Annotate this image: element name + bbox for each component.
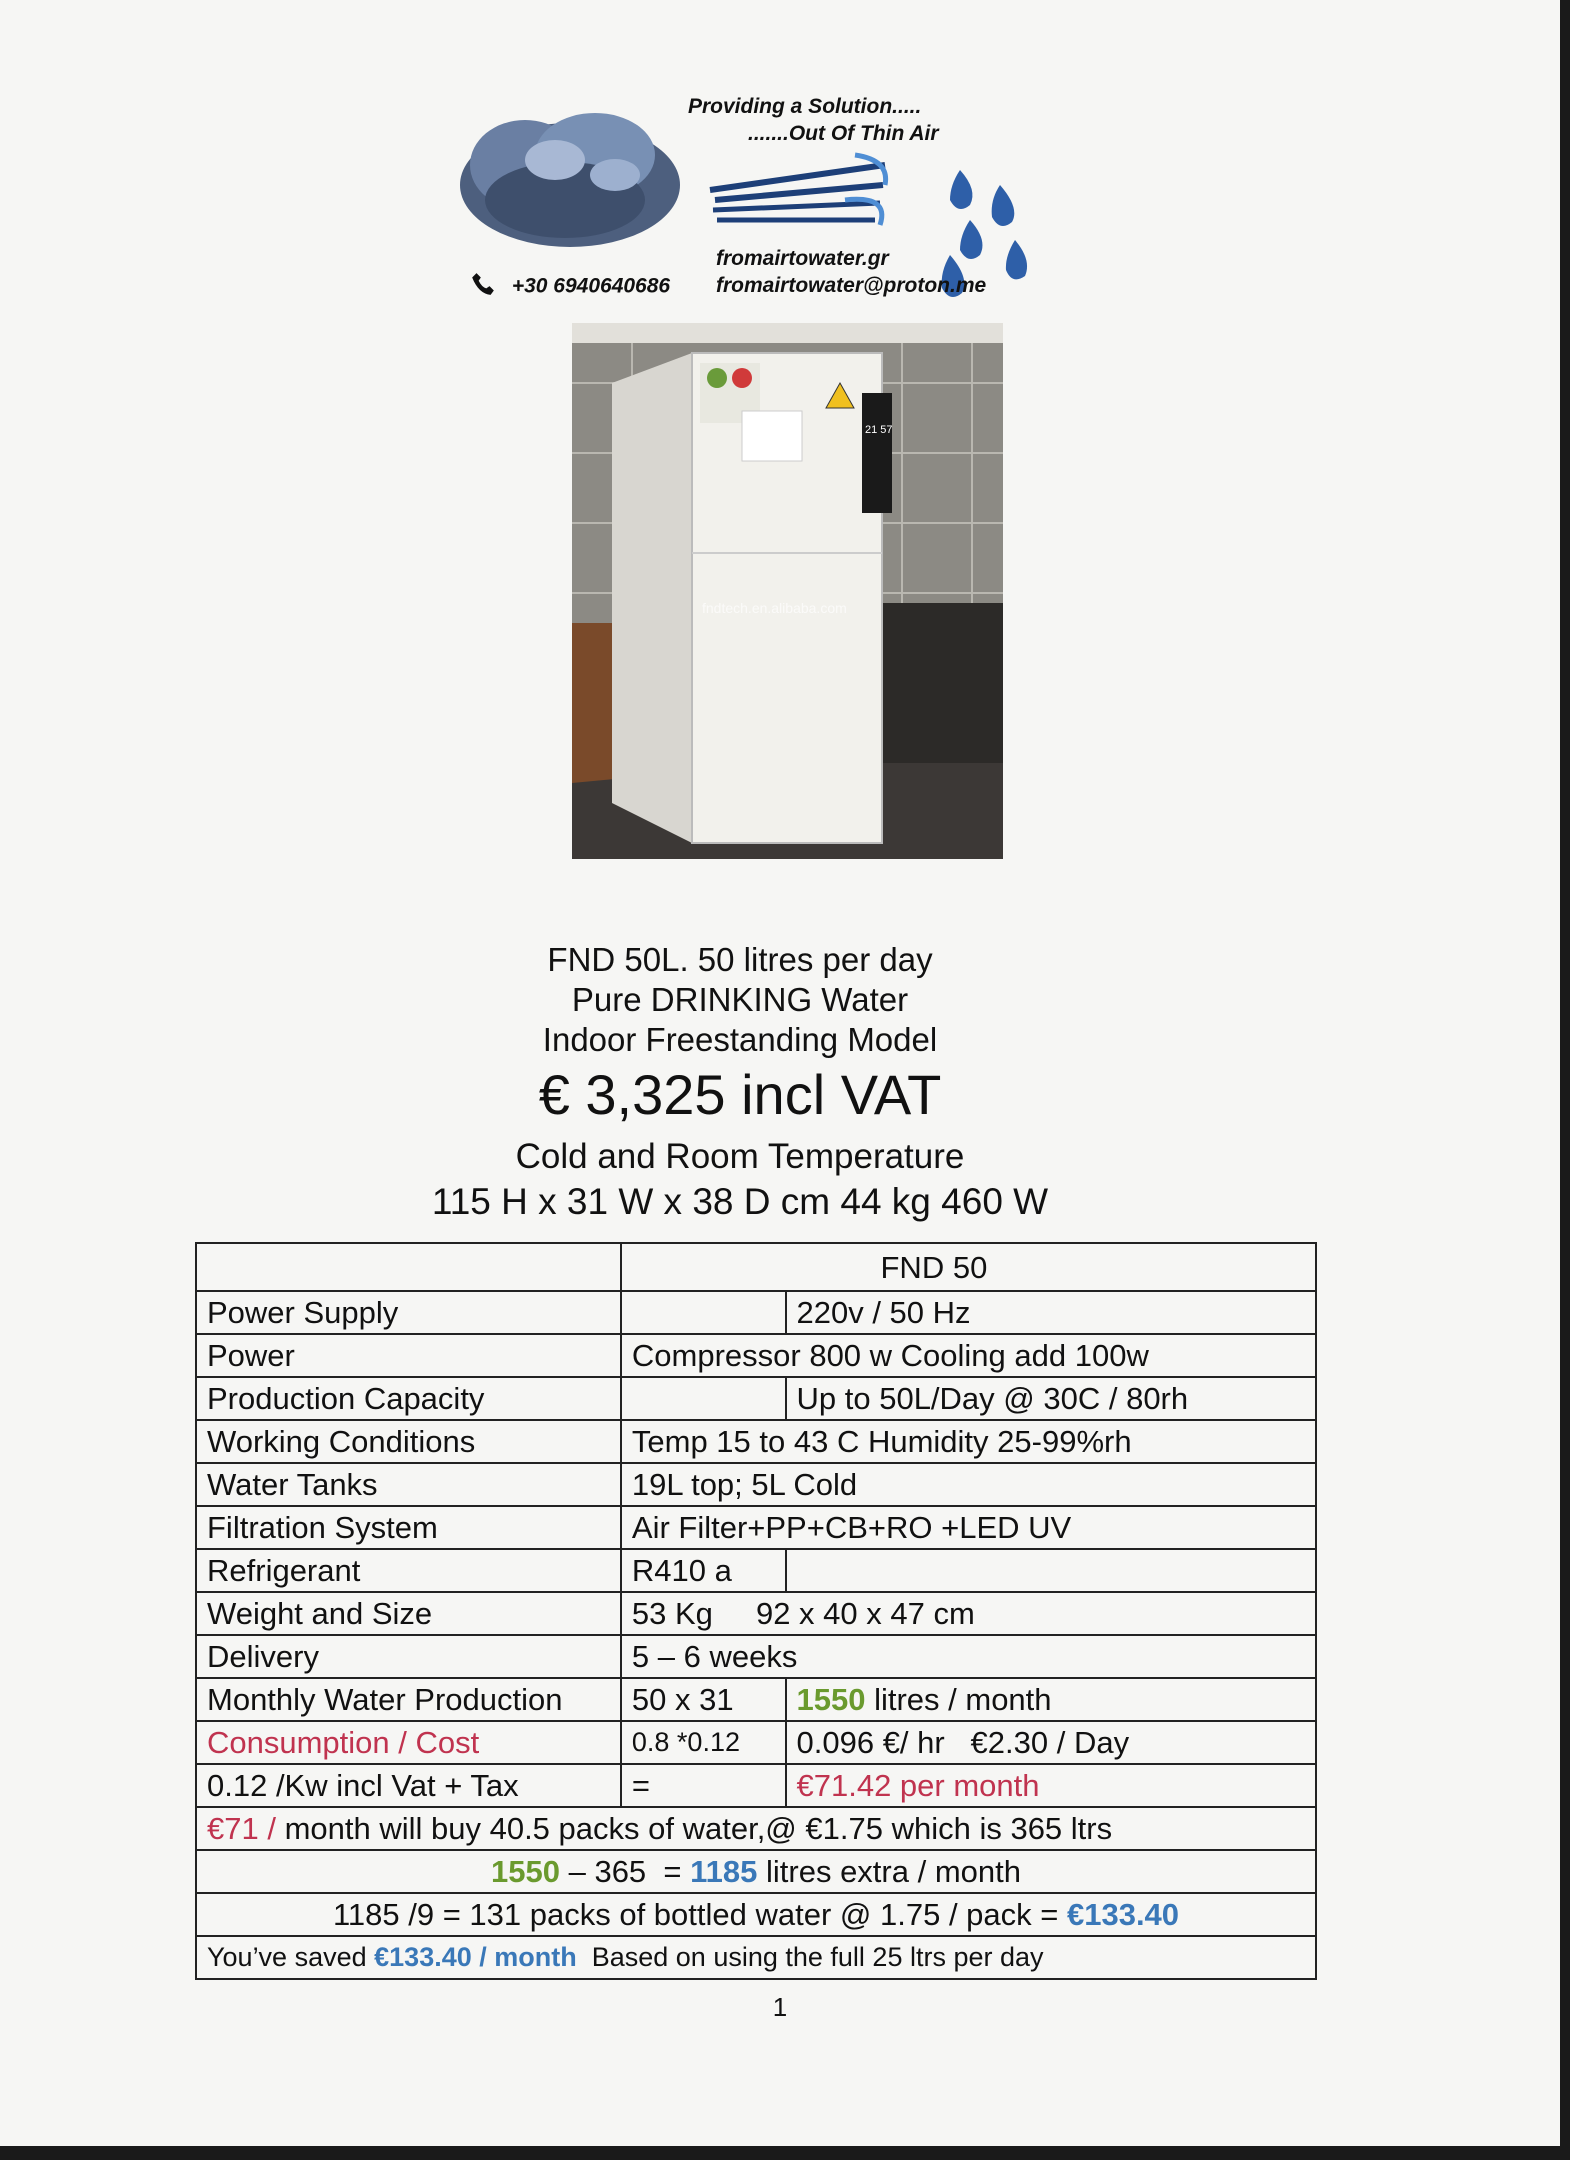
row-label: Refrigerant xyxy=(196,1549,621,1592)
table-row xyxy=(196,1334,1316,1377)
drinking-water-line: Pure DRINKING Water xyxy=(571,981,909,1018)
extra-c: 1185 xyxy=(690,1854,758,1889)
row-value: 53 Kg 92 x 40 x 47 cm xyxy=(621,1592,1316,1635)
temperature-line: Cold and Room Temperature xyxy=(515,1137,965,1176)
model-line: FND 50L. 50 litres per day xyxy=(547,941,933,978)
row-value: 5 – 6 weeks xyxy=(621,1635,1316,1678)
table-row xyxy=(196,1463,1316,1506)
consumption-calc: 0.8 *0.12 xyxy=(621,1721,786,1764)
row-label: Delivery xyxy=(196,1635,621,1678)
page-edge-bottom xyxy=(0,2146,1570,2160)
row-value: Temp 15 to 43 C Humidity 25-99%rh xyxy=(621,1420,1316,1463)
row-value: 19L top; 5L Cold xyxy=(621,1463,1316,1506)
row-value: 220v / 50 Hz xyxy=(786,1291,1317,1334)
table-row xyxy=(196,1291,1316,1334)
saved-line xyxy=(196,1936,1316,1979)
saved-a: You’ve saved xyxy=(207,1942,375,1972)
tagline-line-1: Providing a Solution..... xyxy=(688,95,922,118)
monthly-cost: €71.42 per month xyxy=(786,1764,1317,1807)
phone-block xyxy=(470,271,670,303)
price: € 3,325 incl VAT xyxy=(538,1063,942,1126)
dimensions-line: 115 H x 31 W x 38 D cm 44 kg 460 W xyxy=(431,1181,1049,1222)
extra-a: 1550 xyxy=(491,1854,560,1889)
table-row xyxy=(196,1243,1316,1291)
table-row xyxy=(196,1506,1316,1549)
website: fromairtowater.gr xyxy=(716,247,889,270)
row-value: Compressor 800 w Cooling add 100w xyxy=(621,1334,1316,1377)
page-number: 1 xyxy=(772,1992,788,2022)
rate-eq: = xyxy=(621,1764,786,1807)
table-row xyxy=(196,1549,1316,1592)
table-row xyxy=(196,1807,1316,1850)
table-row xyxy=(196,1377,1316,1420)
product-photo xyxy=(572,323,1003,859)
cloud-icon xyxy=(455,105,685,255)
table-row xyxy=(196,1936,1316,1979)
row-label: Power Supply xyxy=(196,1291,621,1334)
row-label: Working Conditions xyxy=(196,1420,621,1463)
freestanding-line: Indoor Freestanding Model xyxy=(542,1021,938,1058)
monthly-calc: 50 x 31 xyxy=(621,1678,786,1721)
consumption-label: Consumption / Cost xyxy=(196,1721,621,1764)
logo-header xyxy=(450,85,1070,310)
tagline-line-2: .......Out Of Thin Air xyxy=(748,122,939,145)
model-header: FND 50 xyxy=(786,1243,1317,1291)
table-row xyxy=(196,1893,1316,1936)
table-row xyxy=(196,1850,1316,1893)
email: fromairtowater@proton.me xyxy=(716,274,987,297)
table-row xyxy=(196,1678,1316,1721)
packs-amount: €133.40 xyxy=(1066,1897,1180,1932)
packs-text: 1185 /9 = 131 packs of bottled water @ 1.75 / pack = xyxy=(332,1897,1067,1932)
row-label: Monthly Water Production xyxy=(196,1678,621,1721)
rate-label: 0.12 /Kw incl Vat + Tax xyxy=(196,1764,621,1807)
row-value: R410 a xyxy=(621,1549,786,1592)
row-label: Production Capacity xyxy=(196,1377,621,1420)
tagline xyxy=(688,93,939,147)
saved-c: Based on using the full 25 ltrs per day xyxy=(576,1942,1044,1972)
page-edge-right xyxy=(1560,0,1570,2160)
row-label: Filtration System xyxy=(196,1506,621,1549)
photo-watermark: fndtech.en.alibaba.com xyxy=(702,600,847,616)
contact-block xyxy=(716,245,986,299)
air-stream-icon xyxy=(705,145,895,235)
phone-icon xyxy=(470,271,496,303)
saved-b: €133.40 / month xyxy=(374,1942,577,1972)
table-row xyxy=(196,1420,1316,1463)
buy-amount: €71 / xyxy=(207,1811,276,1846)
row-label: Water Tanks xyxy=(196,1463,621,1506)
litres-highlight: 1550 xyxy=(796,1682,866,1717)
row-label: Weight and Size xyxy=(196,1592,621,1635)
row-value: Air Filter+PP+CB+RO +LED UV xyxy=(621,1506,1316,1549)
product-summary xyxy=(240,940,1240,1060)
row-label: Power xyxy=(196,1334,621,1377)
litres-unit: litres / month xyxy=(865,1682,1052,1717)
table-row xyxy=(196,1592,1316,1635)
monthly-litres xyxy=(786,1678,1317,1721)
spec-table xyxy=(195,1242,1317,1972)
table-row xyxy=(196,1764,1316,1807)
extra-b: – 365 = xyxy=(559,1854,691,1889)
extra-line xyxy=(196,1850,1316,1893)
table-row xyxy=(196,1635,1316,1678)
row-value: Up to 50L/Day @ 30C / 80rh xyxy=(786,1377,1317,1420)
consumption-value: 0.096 €/ hr €2.30 / Day xyxy=(786,1721,1317,1764)
extra-d: litres extra / month xyxy=(757,1854,1021,1889)
display-readout: 21 57 xyxy=(865,424,893,436)
buy-rest: month will buy 40.5 packs of water,@ €1.75 which is 365 ltrs xyxy=(275,1811,1113,1846)
phone-number: +30 6940640686 xyxy=(511,274,671,298)
buy-line xyxy=(196,1807,1316,1850)
table-row xyxy=(196,1721,1316,1764)
packs-line xyxy=(196,1893,1316,1936)
